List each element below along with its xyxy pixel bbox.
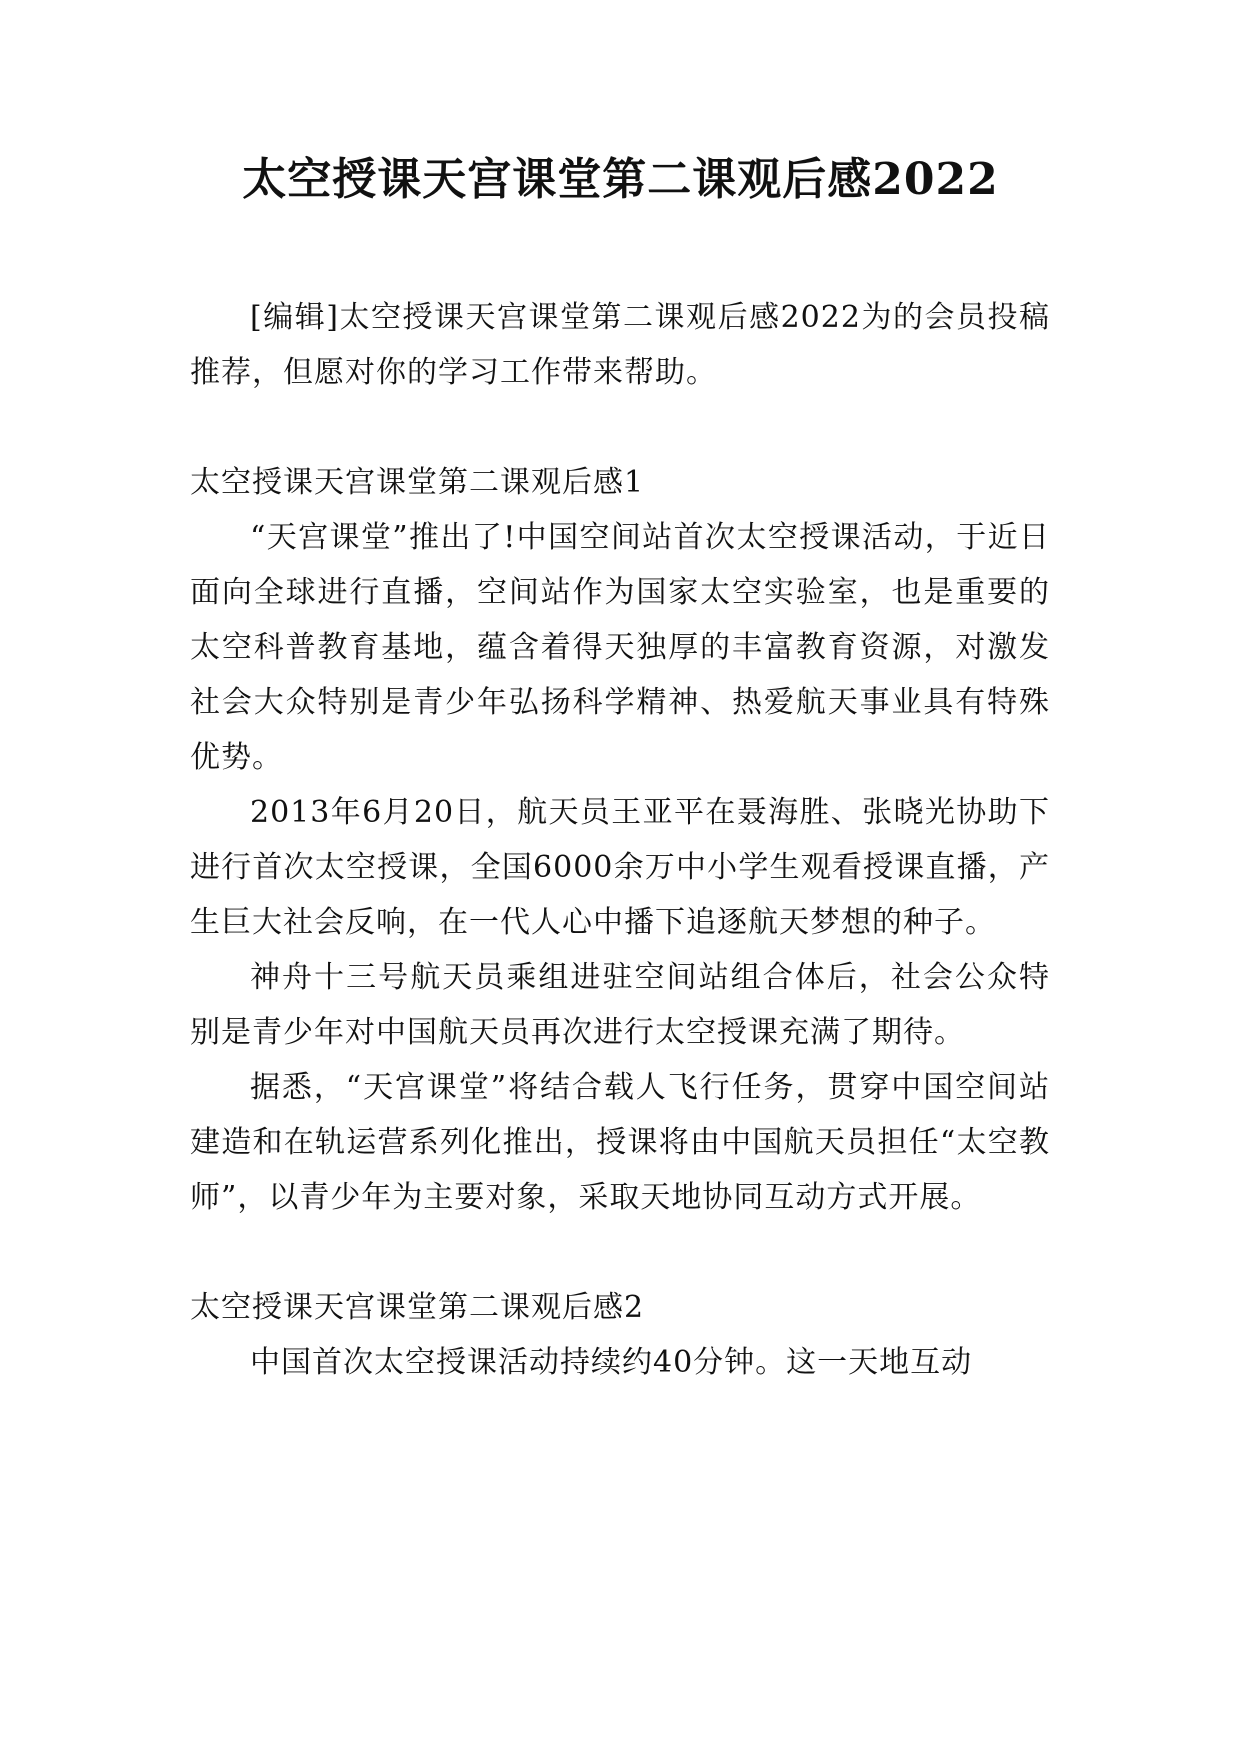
section-1-heading: 太空授课天宫课堂第二课观后感1: [190, 465, 645, 500]
section-spacer: [190, 1225, 1050, 1280]
document-body: [190, 290, 1050, 1390]
section-1-paragraph-2: 2013年6月20日，航天员王亚平在聂海胜、张晓光协助下进行首次太空授课，全国6000余万中小学生观看授课直播，产生巨大社会反响，在一代人心中播下追逐航天梦想的种子。: [190, 795, 1050, 940]
section-2-paragraph-1: 中国首次太空授课活动持续约40分钟。这一天地互动: [250, 1345, 973, 1380]
section-1-paragraph-3: 神舟十三号航天员乘组进驻空间站组合体后，社会公众特别是青少年对中国航天员再次进行太空授课充满了期待。: [190, 960, 1050, 1050]
document-title: 太空授课天宫课堂第二课观后感2022: [242, 154, 999, 205]
section-2-heading: 太空授课天宫课堂第二课观后感2: [190, 1290, 645, 1325]
section-1-paragraph-4: 据悉，“天宫课堂”将结合载人飞行任务，贯穿中国空间站建造和在轨运营系列化推出，授课将由中国航天员担任“太空教师”，以青少年为主要对象，采取天地协同互动方式开展。: [190, 1070, 1050, 1215]
section-1-paragraph-1: “天宫课堂”推出了!中国空间站首次太空授课活动，于近日面向全球进行直播，空间站作为国家太空实验室，也是重要的太空科普教育基地，蕴含着得天独厚的丰富教育资源，对激发社会大众特别是青少年弘扬科学精神、热爱航天事业具有特殊优势。: [190, 520, 1050, 775]
intro-paragraph: [编辑]太空授课天宫课堂第二课观后感2022为的会员投稿推荐，但愿对你的学习工作带来帮助。: [190, 300, 1050, 390]
section-spacer: [190, 400, 1050, 455]
